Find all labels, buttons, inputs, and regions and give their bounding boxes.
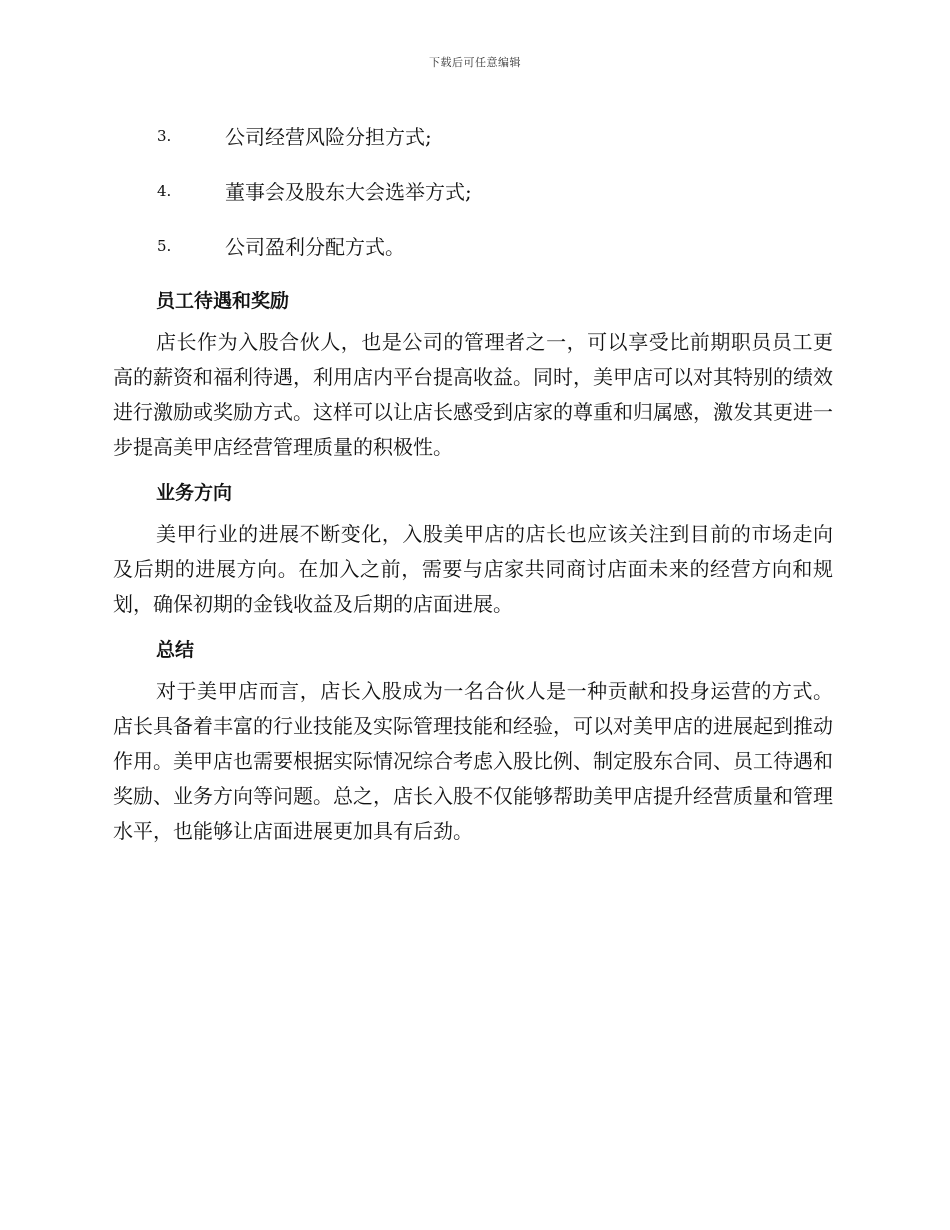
section-paragraph: 对于美甲店而言，店长入股成为一名合伙人是一种贡献和投身运营的方式。店长具备着丰富的行业技能及实际管理技能和经验，可以对美甲店的进展起到推动作用。美甲店也需要根据实际情况综合考虑入股比例、制定股东合同、员工待遇和奖励、业务方向等问题。总之，店长入股不仅能够帮助美甲店提升经营质量和管理水平，也能够让店面进展更加具有后劲。 <box>113 679 833 843</box>
list-item <box>113 218 833 273</box>
section-heading: 员工待遇和奖励 <box>156 290 290 312</box>
list-item-number: 3. <box>157 126 172 145</box>
list-item <box>113 163 833 218</box>
section-heading: 业务方向 <box>156 482 233 504</box>
numbered-list <box>113 108 833 273</box>
section-heading: 总结 <box>156 639 195 661</box>
list-item-number: 4. <box>157 181 172 200</box>
list-item-text: 董事会及股东大会选举方式; <box>225 180 472 204</box>
section-employee-benefits <box>113 287 833 465</box>
list-item <box>113 108 833 163</box>
list-item-text: 公司经营风险分担方式; <box>225 125 432 149</box>
section-paragraph: 美甲行业的进展不断变化，入股美甲店的店长也应该关注到目前的市场走向及后期的进展方向。在加入之前，需要与店家共同商讨店面未来的经营方向和规划，确保初期的金钱收益及后期的店面进展。 <box>113 522 833 616</box>
section-paragraph: 店长作为入股合伙人，也是公司的管理者之一，可以享受比前期职员员工更高的薪资和福利待遇，利用店内平台提高收益。同时，美甲店可以对其特别的绩效进行激励或奖励方式。这样可以让店长感受到店家的尊重和归属感，激发其更进一步提高美甲店经营管理质量的积极性。 <box>113 330 833 459</box>
section-business-direction <box>113 479 833 622</box>
document-content <box>113 108 833 859</box>
section-summary <box>113 636 833 849</box>
list-item-number: 5. <box>157 236 172 255</box>
list-item-text: 公司盈利分配方式。 <box>225 235 405 259</box>
page-header: 下载后可任意编辑 <box>429 56 521 69</box>
